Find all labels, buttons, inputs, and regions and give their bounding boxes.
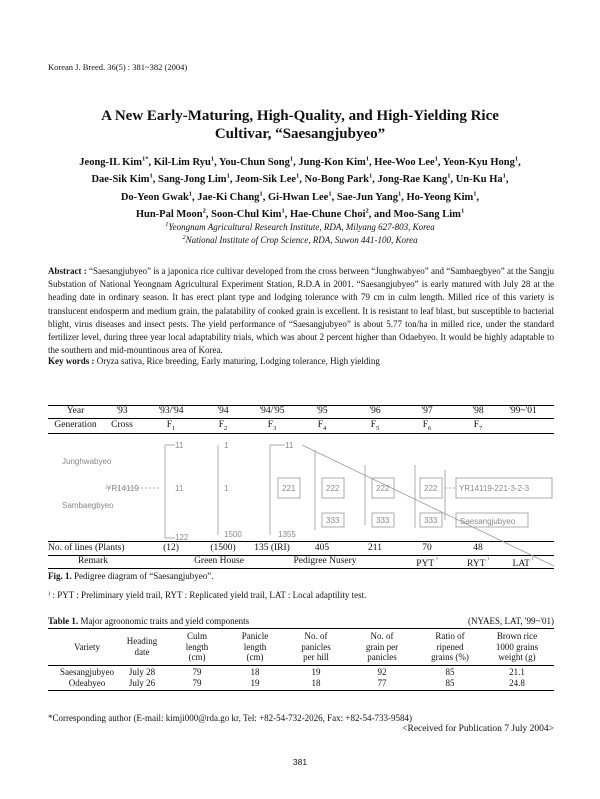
pedigree-parent2: Sambaegbyeo	[62, 501, 114, 510]
author-list	[60, 154, 540, 224]
author-name: Jae-Ki Chang$^1$	[197, 190, 263, 203]
table-cell: 92	[377, 667, 387, 677]
table-cell: 21.1	[509, 667, 525, 677]
pedigree-f1-count-bottom: 122	[175, 533, 189, 542]
pedigree-generation-sub: 3	[273, 424, 277, 432]
affiliation-mark: 1	[165, 221, 169, 228]
table-header-line: panicles	[301, 641, 331, 652]
pedigree-f3-count: 11	[285, 441, 294, 450]
table-bottom-rule	[48, 690, 554, 691]
table-header-rule	[48, 665, 554, 666]
pedigree-f2-mid: 1	[224, 484, 229, 493]
author-name: Sang-Jong Lim$^1$	[158, 172, 230, 186]
pedigree-remark: PYT ⁾	[416, 556, 438, 570]
pedigree-year: '95	[316, 406, 328, 416]
pedigree-remark: Pedigree Nusery	[293, 556, 357, 566]
pedigree-rule-2	[48, 433, 554, 434]
pedigree-year: '93	[116, 406, 128, 416]
table-header-line: (cm)	[188, 652, 206, 662]
corresponding-author: *Corresponding author (E-mail: kimji000@rda.go kr, Tel: +82-54-732-2026, Fax: +82-54-733-9584)	[48, 713, 412, 723]
table-label: Table 1.	[48, 616, 79, 626]
pedigree-generation-sub: 2	[224, 424, 228, 432]
table-cell: 85	[445, 667, 455, 677]
author-affiliation-mark: 1	[434, 155, 438, 163]
author-name: Kil-Lim Ryu$^1$	[153, 155, 215, 168]
pedigree-generation: Cross	[111, 420, 133, 430]
author-name: Hae-Chune Choi$^2$	[289, 207, 369, 221]
table-header-line: Variety	[74, 642, 100, 652]
pedigree-bottom-rule	[48, 568, 554, 569]
table-header-cell	[477, 631, 557, 663]
author-name: You-Chun Song$^1$	[218, 155, 294, 168]
pedigree-generation: $F_1$	[166, 420, 176, 432]
pedigree-lines-count: 135 (IRI)	[254, 543, 290, 553]
table-header-line: length	[185, 641, 209, 652]
author-name: Yeon-Kyu Hong$^1$	[442, 155, 519, 168]
table-header-line: Panicle	[241, 631, 269, 641]
pedigree-year: '98	[472, 406, 484, 416]
pedigree-f1-mid: 11	[175, 484, 184, 493]
table-header-line: date	[134, 646, 150, 657]
table-cell: July 26	[128, 678, 156, 688]
table-cell: Saesangjubyeo	[60, 667, 114, 677]
pedigree-top-rule	[48, 405, 554, 406]
author-affiliation-mark: 1*	[142, 155, 149, 163]
author-affiliation-mark: 1	[210, 155, 215, 163]
pedigree-year: '97	[421, 406, 433, 416]
table-header-line: per hill	[303, 652, 329, 662]
author-name: Dae-Sik Kim$^1$	[91, 172, 153, 186]
abstract	[48, 265, 554, 357]
author-affiliation-mark: 1	[188, 190, 193, 198]
table-source: (NYAES, LAT, '99~'01)	[468, 616, 554, 626]
author-affiliation-mark: 1	[296, 172, 300, 180]
table-header-line: Culm	[186, 631, 207, 641]
author-name: Hee-Woo Lee$^1$	[374, 155, 438, 168]
keywords	[48, 356, 554, 366]
title-line-2: Cultivar, “Saesangjubyeo”	[214, 126, 386, 142]
affiliation-line	[60, 221, 540, 234]
table-cell: 79	[192, 667, 202, 677]
table-header-line: grains (%)	[431, 652, 469, 662]
table-cell: 19	[250, 678, 260, 688]
author-affiliation-mark: 1	[502, 172, 506, 180]
page-number: 381	[292, 757, 308, 767]
table-header-cell	[215, 631, 295, 663]
pedigree-f5-box: 222	[326, 484, 340, 493]
figure-label: Fig. 1.	[48, 571, 72, 581]
table-header-cell	[102, 636, 182, 657]
footnote-mark: ⁾	[48, 590, 51, 600]
pedigree-rule-1	[48, 418, 554, 419]
table-cell: Odeabyeo	[68, 678, 106, 688]
pedigree-generation-label: Generation	[54, 420, 97, 430]
table-header-cell	[157, 631, 237, 663]
figure-caption-text: Pedigree diagram of “Saesangjubyeo”.	[74, 571, 214, 581]
table-header-line: Heading	[126, 636, 158, 646]
table-header-line: No. of	[304, 631, 328, 641]
pedigree-remark-label: Remark	[77, 556, 109, 566]
pedigree-generation: $F_4$	[317, 420, 327, 432]
author-name: and Moo-Sang Lim$^1$	[374, 207, 465, 221]
pedigree-generation: $F_7$	[473, 420, 483, 432]
author-line: Dae-Sik Kim$^1$, Sang-Jong Lim$^1$, Jeom-Sik Lee$^1$, No-Bong Park$^1$, Jong-Rae Kang$^1$, Un-Ku Ha$^1$,	[91, 172, 509, 186]
pedigree-remark-mark: ⁾	[485, 556, 489, 564]
table-caption-text: Major agroonomic traits and yield components	[80, 616, 250, 626]
table-header-line: Ratio of	[435, 631, 465, 641]
pedigree-year: '94/'95	[259, 406, 285, 416]
author-name: Gi-Hwan Lee$^1$	[267, 190, 332, 203]
pedigree-lines-count: (12)	[163, 543, 179, 553]
pedigree-year-label: Year	[66, 406, 85, 416]
pedigree-generation-sub: 6	[428, 424, 432, 432]
pedigree-f2-count: 1	[224, 441, 229, 450]
author-name: Ho-Yeong Kim$^1$	[406, 190, 477, 203]
table-header-line: Brown rice	[496, 631, 538, 641]
table-header-line: (cm)	[246, 652, 264, 662]
author-name: Do-Yeon Gwak$^1$	[120, 190, 193, 203]
author-affiliation-mark: 2	[365, 207, 369, 215]
pedigree-f7-box-b: 333	[424, 516, 438, 525]
author-line: Hun-Pal Moon$^2$, Soon-Chul Kim$^1$, Hae-Chune Choi$^2$, and Moo-Sang Lim$^1$	[135, 207, 465, 221]
author-affiliation-mark: 1	[328, 190, 332, 198]
author-affiliation-mark: 1	[259, 190, 263, 198]
pedigree-f1-count: 11	[175, 441, 184, 450]
pedigree-f6-box: 222	[376, 484, 390, 493]
table-header-cell	[410, 631, 490, 663]
affiliations	[60, 221, 540, 247]
journal-reference: Korean J. Breed. 36(5) : 381~382 (2004)	[48, 62, 188, 72]
author-name: Soon-Chul Kim$^1$	[211, 207, 285, 221]
pedigree-parent1: Junghwabyeo	[62, 457, 112, 466]
table-cell: July 28	[128, 667, 156, 677]
author-name: Un-Ku Ha$^1$	[455, 172, 506, 186]
pedigree-generation-sub: 4	[323, 424, 327, 432]
author-name: No-Bong Park$^1$	[304, 172, 373, 186]
table-header-line: No. of	[370, 631, 394, 641]
table-header-line: 1000 grains	[495, 641, 539, 652]
pedigree-f6-box-b: 333	[376, 516, 390, 525]
pedigree-generation: $F_6$	[422, 420, 432, 432]
affiliation-text: Yeongnam Agricultural Research Institute, RDA, Milyang 627-803, Korea	[168, 222, 435, 232]
table-cell: 24.8	[509, 678, 525, 688]
author-affiliation-mark: 1	[447, 172, 451, 180]
author-affiliation-mark: 1	[460, 207, 465, 215]
author-name: Jeom-Sik Lee$^1$	[235, 172, 300, 186]
pedigree-cultivar-name: Saesangjubyeo	[460, 517, 516, 526]
author-affiliation-mark: 1	[368, 172, 373, 180]
affiliation-mark: 2	[182, 234, 186, 241]
table-cell: 85	[445, 678, 455, 688]
affiliation-line	[60, 234, 540, 247]
table-cell: 19	[311, 667, 321, 677]
author-name: Hun-Pal Moon$^2$	[135, 207, 206, 221]
title-line-1: A New Early-Maturing, High-Quality, and High-Yielding Rice	[101, 108, 499, 124]
table-cell: 79	[192, 678, 202, 688]
pedigree-rule-4	[48, 555, 554, 556]
author-affiliation-mark: 1	[149, 172, 153, 180]
table-cell: 77	[377, 678, 387, 688]
author-affiliation-mark: 1	[473, 190, 477, 198]
table-caption	[48, 616, 249, 626]
author-affiliation-mark: 1	[281, 207, 285, 215]
author-name: Jeong-IL Kim$^{1*}$	[79, 155, 149, 168]
author-affiliation-mark: 1	[226, 172, 230, 180]
pedigree-lines-count: 48	[473, 543, 483, 553]
pedigree-rule-3	[48, 541, 554, 542]
pedigree-cross-code: YR14119	[106, 484, 139, 493]
author-affiliation-mark: 1	[365, 155, 370, 163]
pedigree-lines-count: (1500)	[210, 543, 236, 553]
abstract-text: “Saesangjubyeo” is a japonica rice cultivar developed from the cross between “Junghwabyeo” and “Sambaegbyeo” at the Sangju Substation of National Yeongnam Agricultural Experiment Station, R.D.A in 2001. “Saesangjubyeo” is early matured with July 28 at the heading date in ordinary season. It has erect plant type and lodging tolerance with 79 cm in culm length. Milled rice of this variety is translucent endosperm and medium grain, the palatability of cooked grain is excellent. It is resistant to leaf blast, but susceptible to bacterial blight, virus diseases and insect pests. The yield performance of “Saesangjubyeo” is about 5.77 ton/ha in milled rice, under the standard fertilizer level, during three year local adaptability trials, which was about 2 percent higher than Odaebyeo. It would be highly adaptable to the southern and mid-mountinous area of Korea.	[48, 266, 554, 356]
table-header-line: weight (g)	[498, 652, 536, 662]
pedigree-remark-mark: ⁾	[434, 556, 438, 564]
pedigree-generation: $F_5$	[370, 420, 380, 432]
table-cell: 18	[311, 678, 321, 688]
pedigree-generation-sub: 7	[479, 424, 483, 432]
pedigree-year: '99~'01	[509, 406, 537, 416]
pedigree-year: '94	[217, 406, 229, 416]
table-header-cell	[342, 631, 422, 663]
pedigree-generation: $F_3$	[267, 420, 277, 432]
pedigree-remark: RYT ⁾	[467, 556, 489, 570]
table-header-cell	[47, 642, 127, 653]
pedigree-lines-count: 405	[314, 543, 330, 553]
pedigree-generation: $F_2$	[218, 420, 228, 432]
keywords-label: Key words :	[48, 356, 95, 366]
pedigree-f2-plants: 1500	[224, 530, 242, 539]
author-affiliation-mark: 1	[397, 190, 402, 198]
pedigree-generation-sub: 5	[376, 424, 380, 432]
author-name: Sae-Jun Yang$^1$	[336, 190, 402, 203]
author-affiliation-mark: 1	[514, 155, 519, 163]
keywords-text: Oryza sativa, Rice breeding, Early maturing, Lodging tolerance, High yielding	[96, 356, 380, 366]
table-header-cell	[276, 631, 356, 663]
received-date: <Received for Publication 7 July 2004>	[402, 724, 554, 734]
pedigree-lines-count: 70	[422, 543, 432, 553]
pedigree-selection-code: YR14119-221-3-2-3	[459, 484, 530, 493]
table-header-line: grain per	[365, 641, 399, 652]
footnote-text: : PYT : Preliminary yield trail, RYT : Replicated yield trail, LAT : Local adaptility test.	[52, 590, 367, 600]
pedigree-lines-count: 211	[368, 543, 382, 553]
pedigree-remark: Green House	[194, 556, 244, 566]
pedigree-f5-box-b: 333	[326, 516, 340, 525]
table-cell: 18	[250, 667, 260, 677]
pedigree-f7-box: 222	[424, 484, 438, 493]
author-line: Jeong-IL Kim$^{1*}$, Kil-Lim Ryu$^1$, You-Chun Song$^1$, Jung-Kon Kim$^1$, Hee-Woo Lee$^1$, Yeon-Kyu Hong$^1$,	[79, 155, 521, 168]
affiliation-text: National Institute of Crop Science, RDA, Suwon 441-100, Korea	[185, 235, 418, 245]
pedigree-year: '96	[369, 406, 381, 416]
pedigree-remark: LAT ⁾	[512, 556, 534, 570]
author-name: Jung-Kon Kim$^1$	[298, 155, 370, 168]
pedigree-remark-mark: ⁾	[529, 556, 534, 564]
author-affiliation-mark: 1	[289, 155, 294, 163]
paper-title	[60, 107, 540, 143]
pedigree-f3-lines: 1355	[278, 530, 296, 539]
author-line: Do-Yeon Gwak$^1$, Jae-Ki Chang$^1$, Gi-Hwan Lee$^1$, Sae-Jun Yang$^1$, Ho-Yeong Kim$^1$,	[120, 190, 480, 203]
author-name: Jong-Rae Kang$^1$	[377, 172, 451, 186]
pedigree-year: '93/'94	[158, 406, 184, 416]
pedigree-f4-box: 221	[282, 484, 296, 493]
author-affiliation-mark: 2	[202, 207, 206, 215]
pedigree-generation-sub: 1	[172, 424, 176, 432]
abstract-label: Abstract :	[48, 266, 87, 276]
table-header-line: panicles	[367, 652, 397, 662]
table-header-line: ripened	[436, 641, 464, 652]
pedigree-lines-label: No. of lines (Plants)	[48, 543, 125, 553]
table-header-line: length	[243, 641, 267, 652]
figure-caption	[48, 571, 213, 581]
figure-footnote	[48, 590, 366, 601]
table-top-rule	[48, 628, 554, 629]
